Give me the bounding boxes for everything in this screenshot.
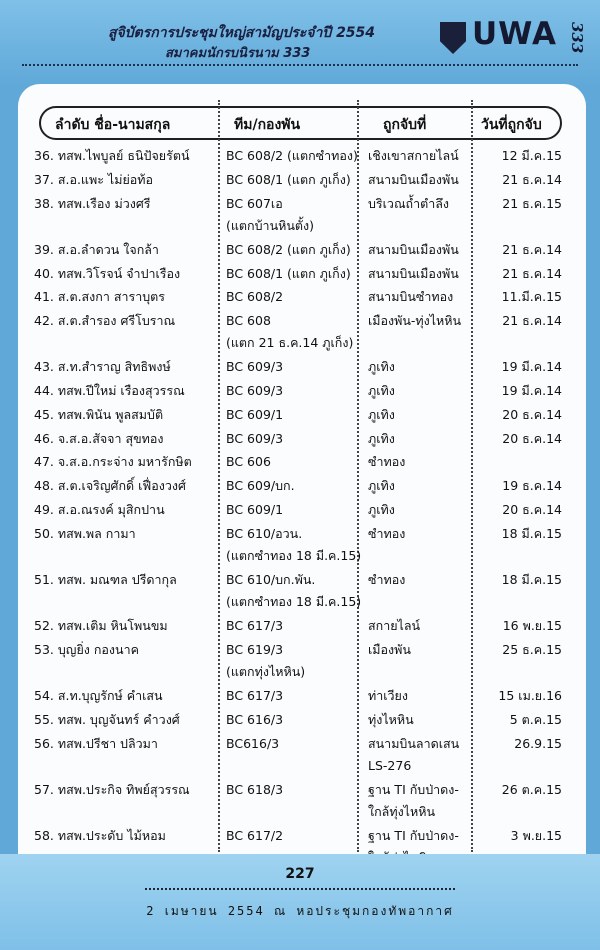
row-date: 20 ธ.ค.14	[502, 406, 562, 422]
row-location: สนามบินเมืองพัน	[368, 241, 459, 257]
row-name: 47. จ.ส.อ.กระจ่าง มหารักษิต	[34, 454, 192, 470]
row-date: 21 ธ.ค.14	[502, 265, 562, 281]
row-team: BC 617/2	[226, 827, 284, 843]
row-date: 12 มี.ค.15	[501, 148, 562, 163]
row-team: BC 609/บก.	[226, 478, 295, 494]
row-date: 18 มี.ค.15	[501, 571, 562, 587]
row-team: BC616/3	[226, 735, 280, 751]
row-name: 58. ทสพ.ประดับ ไม้หอม	[34, 827, 166, 843]
row-location: ซำทอง	[368, 525, 406, 541]
row-name: 37. ส.อ.แพะ ไม่ย่อท้อ	[34, 171, 154, 187]
row-name: 41. ส.ต.สงกา สาราบุตร	[34, 289, 165, 305]
row-location: ซำทอง	[368, 454, 406, 470]
row-location: ฐาน TI กับป่าดง-	[368, 827, 459, 843]
row-date: 26.9.15	[514, 735, 562, 751]
row-location: ทุ่งไหหิน	[368, 711, 414, 727]
logo-text: UWA	[472, 16, 557, 52]
row-name: 40. ทสพ.วิโรจน์ จำปาเรือง	[34, 265, 181, 281]
row-team: BC 608	[226, 313, 271, 329]
row-location: เมืองพัน-ทุ่งไหหิน	[368, 313, 462, 329]
row-location: ซำทอง	[368, 571, 406, 587]
row-team: BC 609/1	[226, 502, 284, 517]
row-location: เมืองพัน	[368, 641, 411, 657]
column-location: ถูกจับที่	[383, 117, 427, 133]
association-name: สมาคมนักรบนิรนาม 333	[165, 46, 311, 61]
row-name: 39. ส.อ.ลำดวน ใจกล้า	[34, 241, 159, 257]
row-name: 50. ทสพ.พล กามา	[34, 525, 136, 541]
row-location: สนามบินเมืองพัน	[368, 265, 459, 281]
column-header	[39, 106, 562, 140]
row-location: ท่าเวียง	[368, 687, 408, 703]
row-location: ใกล้ทุ่งไหหิน	[368, 803, 435, 819]
row-location: ภูเทิง	[368, 406, 395, 422]
row-name: 46. จ.ส.อ.สัจจา สุขทอง	[34, 430, 164, 446]
row-team: BC 608/2 (แตกซำทอง)	[226, 148, 358, 163]
row-date: 15 เม.ย.16	[498, 687, 562, 703]
uwa-logo	[440, 16, 590, 60]
row-location: สนามบินลาดเสน	[368, 735, 460, 751]
row-team: BC 606	[226, 454, 271, 470]
row-location: ฐาน TI กับป่าดง-	[368, 781, 459, 797]
row-name: 51. ทสพ. มณฑล ปรีดากุล	[34, 571, 177, 587]
row-team: (แตกบ้านหินตั้ง)	[226, 217, 315, 233]
row-team: BC 618/3	[226, 781, 284, 797]
column-team: ทีม/กองพัน	[234, 117, 301, 133]
row-date: 21 ธ.ค.14	[502, 171, 562, 187]
row-team: BC 616/3	[226, 711, 284, 727]
row-team: BC 610/บก.พัน.	[226, 571, 316, 587]
row-location: ภูเทิง	[368, 430, 395, 446]
row-team: BC 609/3	[226, 383, 284, 398]
row-team: BC 608/1 (แตก ภูเก็ง)	[226, 265, 351, 281]
row-name: 43. ส.ท.สำราญ สิทธิพงษ์	[34, 359, 171, 375]
row-name: 54. ส.ท.บุญรักษ์ คำเสน	[34, 687, 163, 703]
column-date: วันที่ถูกจับ	[481, 117, 542, 133]
row-location: เชิงเขาสกายไลน์	[368, 148, 459, 163]
row-location: ภูเทิง	[368, 383, 395, 398]
row-name: 49. ส.อ.ณรงค์ มุสิกปาน	[34, 502, 165, 517]
logo-number: 333	[568, 22, 586, 54]
row-team: BC 610/อวน.	[226, 525, 303, 541]
row-team: BC 608/2	[226, 289, 284, 305]
row-team: BC 607เอ	[226, 195, 283, 211]
row-date: 18 มี.ค.15	[501, 525, 562, 541]
row-team: BC 608/2 (แตก ภูเก็ง)	[226, 241, 351, 257]
footer-text: 2 เมษายน 2554 ณ หอประชุมกองทัพอากาศ	[146, 904, 454, 918]
row-date: 21 ธ.ค.14	[502, 241, 562, 257]
row-date: 5 ต.ค.15	[509, 711, 562, 727]
row-name: 45. ทสพ.พินัน พูลสมบัติ	[34, 406, 164, 422]
header-divider	[22, 64, 578, 66]
row-location: ภูเทิง	[368, 359, 395, 375]
row-team: BC 609/3	[226, 359, 284, 375]
row-date: 25 ธ.ค.15	[502, 641, 562, 657]
row-date: 26 ต.ค.15	[501, 781, 562, 797]
row-date: 20 ธ.ค.14	[502, 502, 562, 517]
row-location: LS-276	[368, 757, 412, 773]
row-team: BC 609/3	[226, 430, 284, 446]
row-date: 20 ธ.ค.14	[502, 430, 562, 446]
row-name: 56. ทสพ.ปรีชา ปลิวมา	[34, 735, 158, 751]
row-date: 21 ธ.ค.14	[502, 313, 562, 329]
row-location: สกายไลน์	[368, 618, 421, 633]
row-date: 19 มี.ค.14	[501, 359, 562, 375]
row-date: 11.มี.ค.15	[501, 289, 562, 305]
row-team: (แตกซำทอง 18 มี.ค.15)	[226, 594, 362, 610]
row-location: สนามบินซำทอง	[368, 289, 454, 305]
row-location: บริเวณถ้ำตำลึง	[368, 195, 450, 211]
row-date: 19 ธ.ค.14	[502, 478, 562, 494]
row-name: 55. ทสพ. บุญจันทร์ คำวงศ์	[34, 711, 180, 727]
row-date: 3 พ.ย.15	[510, 827, 562, 843]
row-team: BC 609/1	[226, 406, 284, 422]
page-number: 227	[285, 866, 315, 882]
row-location: ภูเทิง	[368, 502, 395, 517]
column-name: ลำดับ ชื่อ-นามสกุล	[55, 117, 171, 133]
shield-icon	[440, 22, 466, 54]
row-name: 48. ส.ต.เจริญศักดิ์ เฟื่องวงศ์	[34, 478, 186, 494]
row-name: 44. ทสพ.ปีใหม่ เรืองสุวรรณ	[34, 383, 185, 398]
booklet-title: สูจิบัตรการประชุมใหญ่สามัญประจำปี 2554	[108, 25, 376, 41]
row-team: (แตกทุ่งไหหิน)	[226, 664, 306, 680]
row-date: 16 พ.ย.15	[502, 618, 562, 633]
row-team: BC 608/1 (แตก ภูเก็ง)	[226, 171, 351, 187]
row-team: BC 619/3	[226, 641, 284, 657]
row-date: 19 มี.ค.14	[501, 383, 562, 398]
row-location: ภูเทิง	[368, 478, 395, 494]
row-name: 38. ทสพ.เรือง ม่วงศรี	[34, 195, 151, 211]
row-location: สนามบินเมืองพัน	[368, 171, 459, 187]
row-name: 53. บุญยิ่ง กองนาค	[34, 641, 139, 657]
row-name: 52. ทสพ.เติม หินโพนขม	[34, 618, 168, 633]
row-date: 21 ธ.ค.15	[502, 195, 562, 211]
row-team: BC 617/3	[226, 687, 284, 703]
row-name: 42. ส.ต.สำรอง ศรีโบราณ	[34, 313, 176, 329]
footer-divider	[145, 888, 455, 890]
row-name: 36. ทสพ.ไพบูลย์ ธนิปัจยรัตน์	[34, 148, 190, 163]
row-team: (แตก 21 ธ.ค.14 ภูเก็ง)	[226, 335, 354, 351]
row-team: BC 617/3	[226, 618, 284, 633]
row-name: 57. ทสพ.ประกิจ ทิพย์สุวรรณ	[34, 781, 190, 797]
row-team: (แตกซำทอง 18 มี.ค.15)	[226, 548, 362, 564]
